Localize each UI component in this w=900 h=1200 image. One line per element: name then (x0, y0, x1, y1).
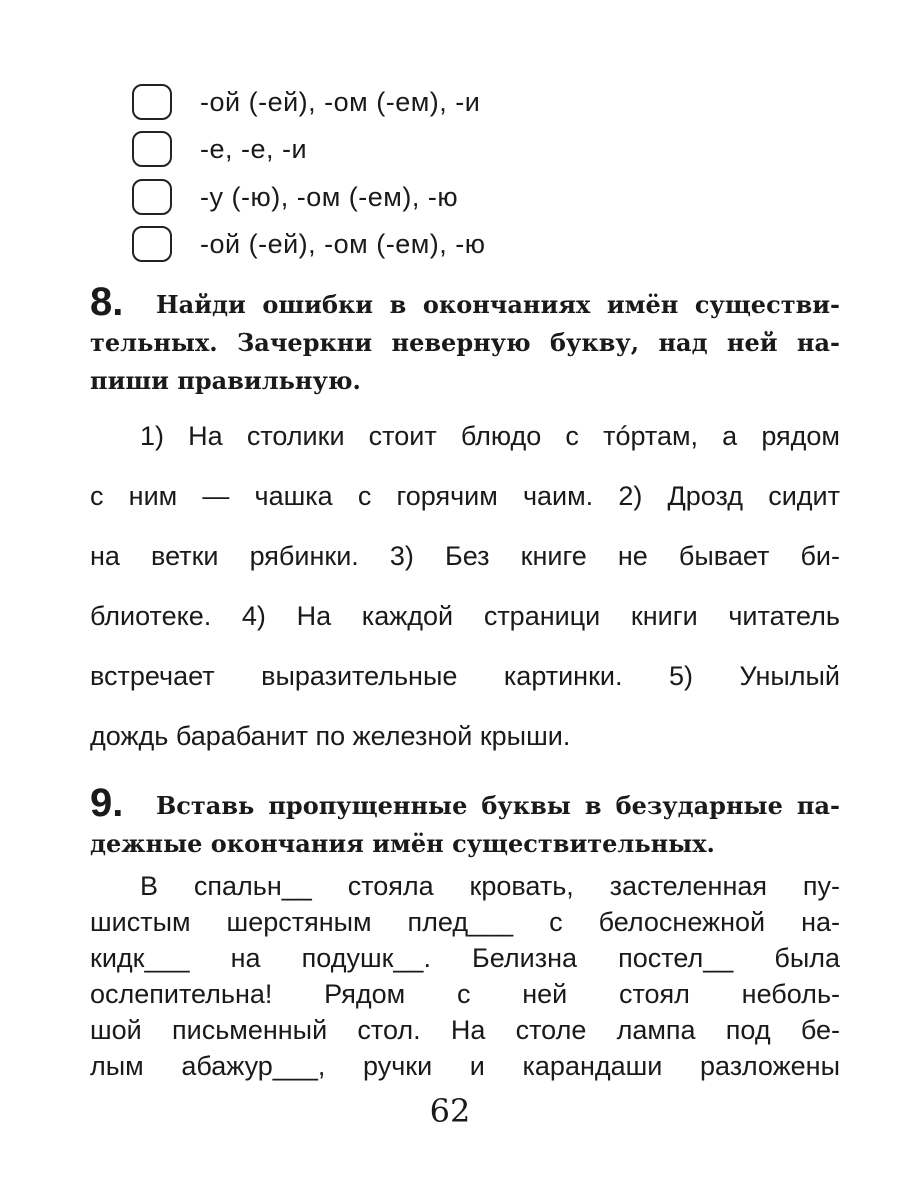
answer-option-text: -ой (-ей), -ом (-ем), -ю (200, 228, 486, 259)
task-9-header (90, 781, 840, 863)
answer-checkbox[interactable] (132, 84, 172, 120)
task-8-header (90, 280, 840, 400)
answer-checkbox[interactable] (132, 226, 172, 262)
text-line: на ветки рябинки. 3) Без книге не бывает би- (90, 541, 840, 571)
text-line: шистым шерстяным плед___ с белоснежной на- (90, 907, 840, 937)
answer-option[interactable] (132, 82, 480, 122)
text-line: В спальн__ стояла кровать, застеленная пу- (140, 871, 840, 901)
page-number: 62 (429, 1092, 471, 1130)
instruction-line: тельных. Зачеркни неверную букву, над ней на- (90, 328, 840, 357)
text-line: кидк___ на подушк__. Белизна постел__ была (90, 943, 840, 973)
answer-option-text: -ой (-ей), -ом (-ем), -и (200, 86, 481, 117)
task-number: 8. (90, 280, 124, 324)
text-line: блиотеке. 4) На каждой страници книги читатель (90, 601, 840, 631)
answer-option-text: -е, -е, -и (200, 133, 308, 164)
answer-checkbox[interactable] (132, 131, 172, 167)
text-line: встречает выразительные картинки. 5) Унылый (90, 661, 840, 691)
answer-option-text: -у (-ю), -ом (-ем), -ю (200, 181, 459, 212)
answer-checkbox[interactable] (132, 179, 172, 215)
text-line: 1) На столики стоит блюдо с тóртам, а рядом (140, 421, 840, 451)
task-number: 9. (90, 781, 124, 825)
instruction-line: дежные окончания имён существительных. (90, 829, 715, 858)
text-line: лым абажур___, ручки и карандаши разложены (90, 1051, 840, 1081)
text-line: шой письменный стол. На столе лампа под бе- (90, 1015, 840, 1045)
instruction-line: Найди ошибки в окончаниях имён существи- (156, 290, 840, 319)
task-instruction (90, 787, 840, 863)
task-8-text (90, 406, 840, 766)
text-line: дождь барабанит по железной крыши. (90, 721, 571, 751)
task-instruction (90, 286, 840, 400)
text-line: с ним — чашка с горячим чаим. 2) Дрозд сидит (90, 481, 840, 511)
answer-option[interactable] (132, 224, 486, 264)
instruction-line: Вставь пропущенные буквы в безударные па- (156, 791, 840, 820)
answer-option[interactable] (132, 177, 458, 217)
task-9-text (90, 868, 840, 1084)
text-line: ослепительна! Рядом с ней стоял неболь- (90, 979, 840, 1009)
answer-option[interactable] (132, 129, 307, 169)
instruction-line: пиши правильную. (90, 366, 361, 395)
